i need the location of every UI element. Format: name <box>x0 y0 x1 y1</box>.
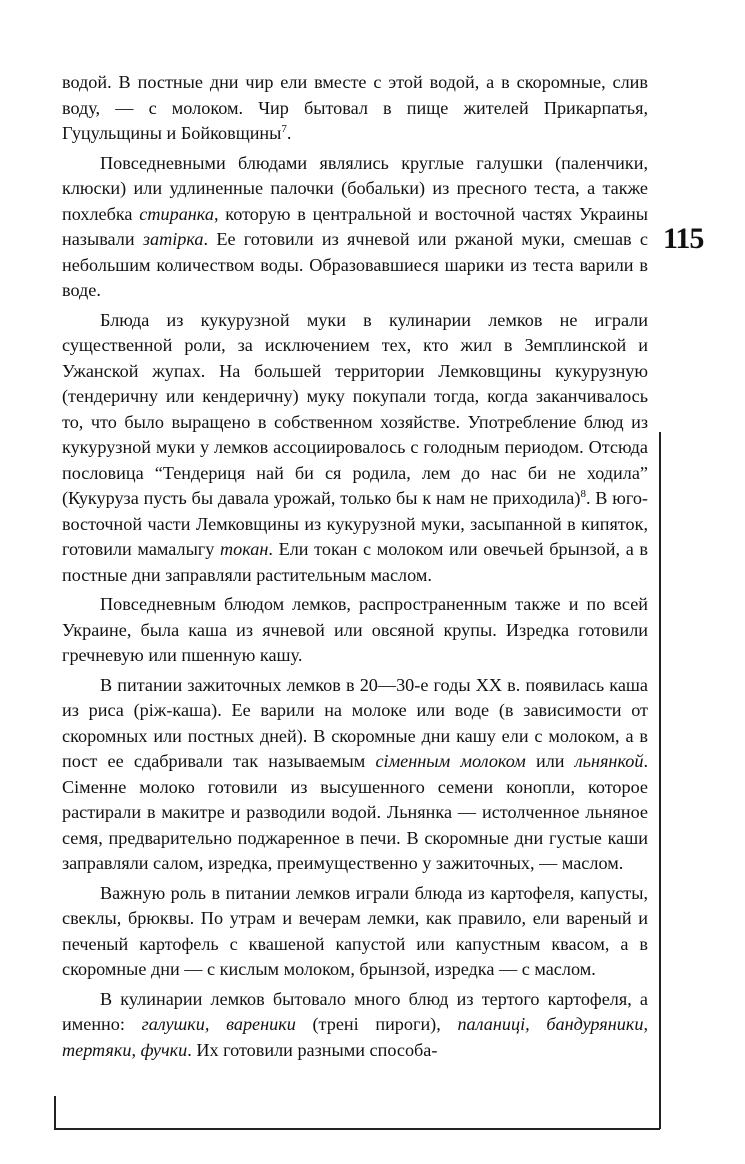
text-run: , которую в центральной и восточной частях Украины называли <box>62 203 648 249</box>
left-margin-rule <box>54 1096 56 1129</box>
body-text <box>62 70 648 1063</box>
paragraph <box>62 308 648 589</box>
paragraph <box>62 987 648 1064</box>
italic-term: затірка <box>142 229 204 249</box>
text-run: . В юго-восточной части Лемковщины из кукурузной муки, засыпанной в кипяток, готовили мамалыгу <box>62 488 648 559</box>
italic-term: льнянкой <box>574 751 644 771</box>
text-run: В питании зажиточных лемков в 20—30-е годы XX в. появилась каша из риса (ріж-каша). Ее варили на молоке или воде (в зависимости от скоромных или постных дней). В скоромные дни кашу ели с молоком, а в пост ее сдабривали так называемым <box>62 674 648 771</box>
text-run: . Ее готовили из ячневой или ржаной муки, смешав с небольшим количеством воды. Образовавшиеся шарики из теста варили в воде. <box>62 229 648 300</box>
italic-term: галушки, вареники <box>141 1014 296 1034</box>
paragraph <box>62 673 648 877</box>
text-run: В кулинарии лемков бытовало много блюд из тертого картофеля, а именно: <box>62 988 648 1034</box>
text-run: . Их готовили разными способа- <box>187 1039 438 1060</box>
italic-term: сіменным молоком <box>375 751 526 771</box>
paragraph <box>62 70 648 147</box>
text-run: Повседневными блюдами являлись круглые галушки (паленчики, клюски) или удлиненные палочки (бобальки) из пресного теста, а также похлебка <box>62 152 648 224</box>
text-run: водой. В постные дни чир ели вместе с этой водой, а в скоромные, слив воду, — с молоком. Чир бытовал в пище жителей Прикарпатья, Гуцульщины и Бойковщины <box>62 72 648 143</box>
right-margin-rule <box>659 432 661 1129</box>
paragraph <box>62 881 648 983</box>
italic-term: паланиці, бандуряники, тертяки, фучки <box>62 1014 648 1060</box>
paragraph <box>62 151 648 304</box>
paragraph <box>62 592 648 669</box>
footnote-ref: 8 <box>580 487 586 500</box>
italic-term: токан <box>220 539 269 559</box>
footnote-ref: 7 <box>281 122 287 135</box>
page-number: 115 <box>663 222 704 255</box>
text-run: (трені пироги), <box>295 1014 458 1034</box>
italic-term: стиранка <box>139 203 214 224</box>
text-run: . Сіменне молоко готовили из высушенного семени конопли, которое растирали в макитре и разводили водой. Льнянка — истолченное льняное семя, предварительно поджаренное в печи. В скоромные дни густые каши заправляли салом, изредка, преимущественно у зажиточных, — маслом. <box>62 751 648 873</box>
text-run: . Ели токан с молоком или овечьей брынзой, а в постные дни заправляли растительным маслом. <box>62 539 649 585</box>
text-run: Важную роль в питании лемков играли блюда из картофеля, капусты, свеклы, брюквы. По утрам и вечерам лемки, как правило, ели вареный и печеный картофель с квашеной капустой или капустным квасом, а в скоромные дни — с кислым молоком, брынзой, изредка — с маслом. <box>62 882 648 979</box>
text-run: Повседневным блюдом лемков, распространенным также и по всей Украине, была каша из ячневой или овсяной крупы. Изредка готовили гречневую или пшенную кашу. <box>62 594 648 665</box>
text-run: . <box>286 123 292 143</box>
bottom-rule <box>54 1128 660 1130</box>
text-run: Блюда из кукурузной муки в кулинарии лемков не играли существенной роли, за исключением тех, кто жил в Земплинской и Ужанской жупах. На большей территории Лемковщины кукурузную (тендеричну или кендеричну) муку покупали тогда, когда заканчивалось то, что было выращено в собственном хозяйстве. Употребление блюд из кукурузной муки у лемков ассоциировалось с голодным периодом. Отсюда пословица “Тендериця най би ся родила, лем до нас би не ходила” (Кукуруза пусть бы давала урожай, только бы к нам не приходила) <box>62 309 648 508</box>
text-run: или <box>525 751 575 771</box>
